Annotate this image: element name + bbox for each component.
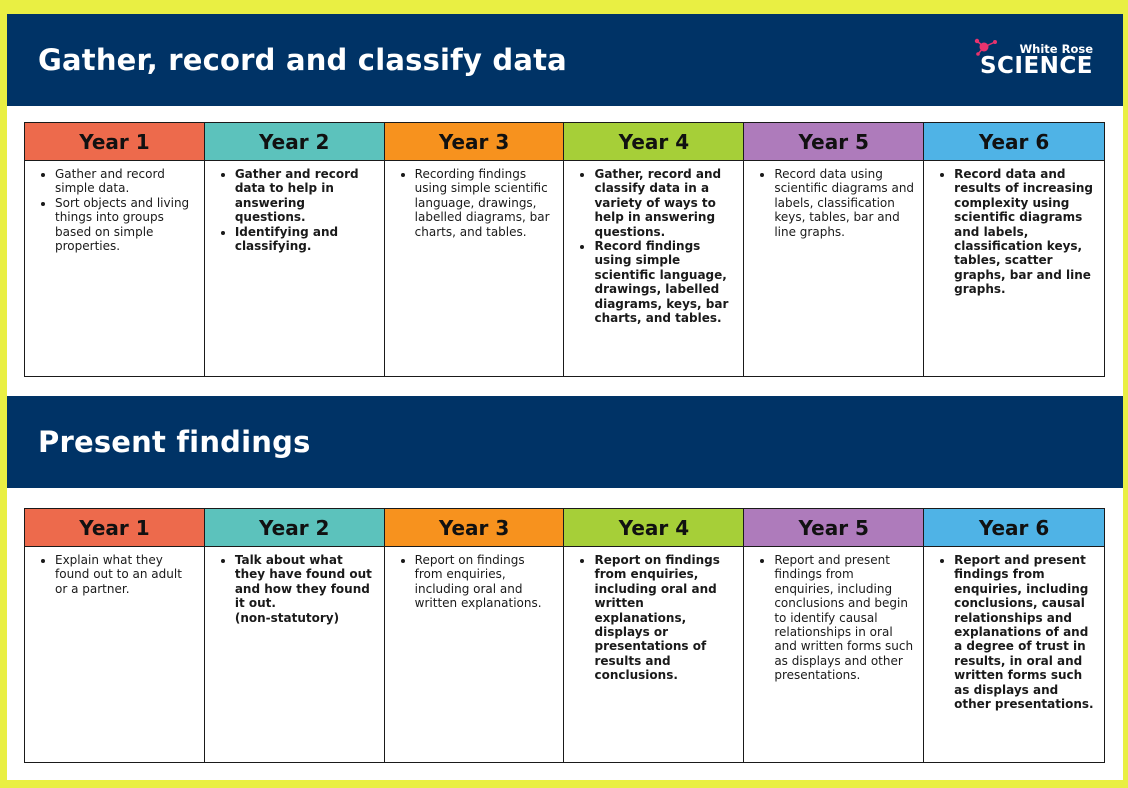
list-item: • Recording findings using simple scientific language, drawings, labelled diagrams, bar charts, and tables. <box>415 167 556 239</box>
present-year-1-cell <box>25 547 205 762</box>
list-item: • Record data and results of increasing complexity using scientific diagrams and labels, classification keys, tables, scatter graphs, bar and line graphs. <box>954 167 1096 297</box>
gather-year-1-cell <box>25 161 205 376</box>
present-year-5-cell <box>744 547 924 762</box>
section-banner-present <box>7 396 1123 488</box>
gather-year-3-cell <box>385 161 565 376</box>
present-year-3-cell <box>385 547 565 762</box>
present-year-6-header: Year 6 <box>924 509 1104 547</box>
list-item: • Gather and record simple data. <box>55 167 196 196</box>
list-item: • Report and present findings from enquiries, including conclusions and begin to identify causal relationships in oral and written forms such as displays and other presentations. <box>774 553 915 683</box>
list-item: • Record findings using simple scientific language, drawings, labelled diagrams, keys, bar charts, and tables. <box>594 239 735 325</box>
list-item: • Sort objects and living things into groups based on simple properties. <box>55 196 196 254</box>
gather-year-3-header: Year 3 <box>385 123 565 161</box>
gather-year-4-cell <box>564 161 744 376</box>
gather-year-1-header: Year 1 <box>25 123 205 161</box>
gather-year-6-cell <box>924 161 1104 376</box>
present-table <box>24 508 1105 763</box>
list-item: • Explain what they found out to an adult or a partner. <box>55 553 196 596</box>
list-item: • Record data using scientific diagrams and labels, classification keys, tables, bar and line graphs. <box>774 167 915 239</box>
present-year-1-header: Year 1 <box>25 509 205 547</box>
list-item: • Gather and record data to help in answering questions. <box>235 167 376 225</box>
present-year-4-header: Year 4 <box>564 509 744 547</box>
logo-top-text: White Rose <box>1019 42 1093 56</box>
white-rose-science-logo <box>963 36 1093 84</box>
gather-year-5-header: Year 5 <box>744 123 924 161</box>
list-item: • Report on findings from enquiries, including oral and written explanations. <box>415 553 556 611</box>
gather-table <box>24 122 1105 377</box>
gather-year-4-header: Year 4 <box>564 123 744 161</box>
gather-year-2-cell <box>205 161 385 376</box>
present-year-3-header: Year 3 <box>385 509 565 547</box>
gather-year-5-cell <box>744 161 924 376</box>
list-item: • Report and present findings from enquiries, including conclusions, causal relationships and explanations of and a degree of trust in results, in oral and written forms such as displays and other presentations. <box>954 553 1096 711</box>
logo-main-text: SCIENCE <box>979 53 1093 79</box>
section-banner-gather <box>7 14 1123 106</box>
list-item: • Identifying and classifying. <box>235 225 376 254</box>
page <box>7 14 1123 780</box>
section-title-present: Present findings <box>38 425 311 459</box>
gather-year-2-header: Year 2 <box>205 123 385 161</box>
list-item: • Gather, record and classify data in a variety of ways to help in answering questions. <box>594 167 735 239</box>
section-title-gather: Gather, record and classify data <box>38 43 567 77</box>
present-year-4-cell <box>564 547 744 762</box>
present-year-2-cell <box>205 547 385 762</box>
list-item: • Talk about what they have found out and how they found it out. (non-statutory) <box>235 553 376 625</box>
present-year-5-header: Year 5 <box>744 509 924 547</box>
present-year-6-cell <box>924 547 1104 762</box>
list-item: • Report on findings from enquiries, including oral and written explanations, displays or presentations of results and conclusions. <box>594 553 735 683</box>
present-year-2-header: Year 2 <box>205 509 385 547</box>
gather-year-6-header: Year 6 <box>924 123 1104 161</box>
